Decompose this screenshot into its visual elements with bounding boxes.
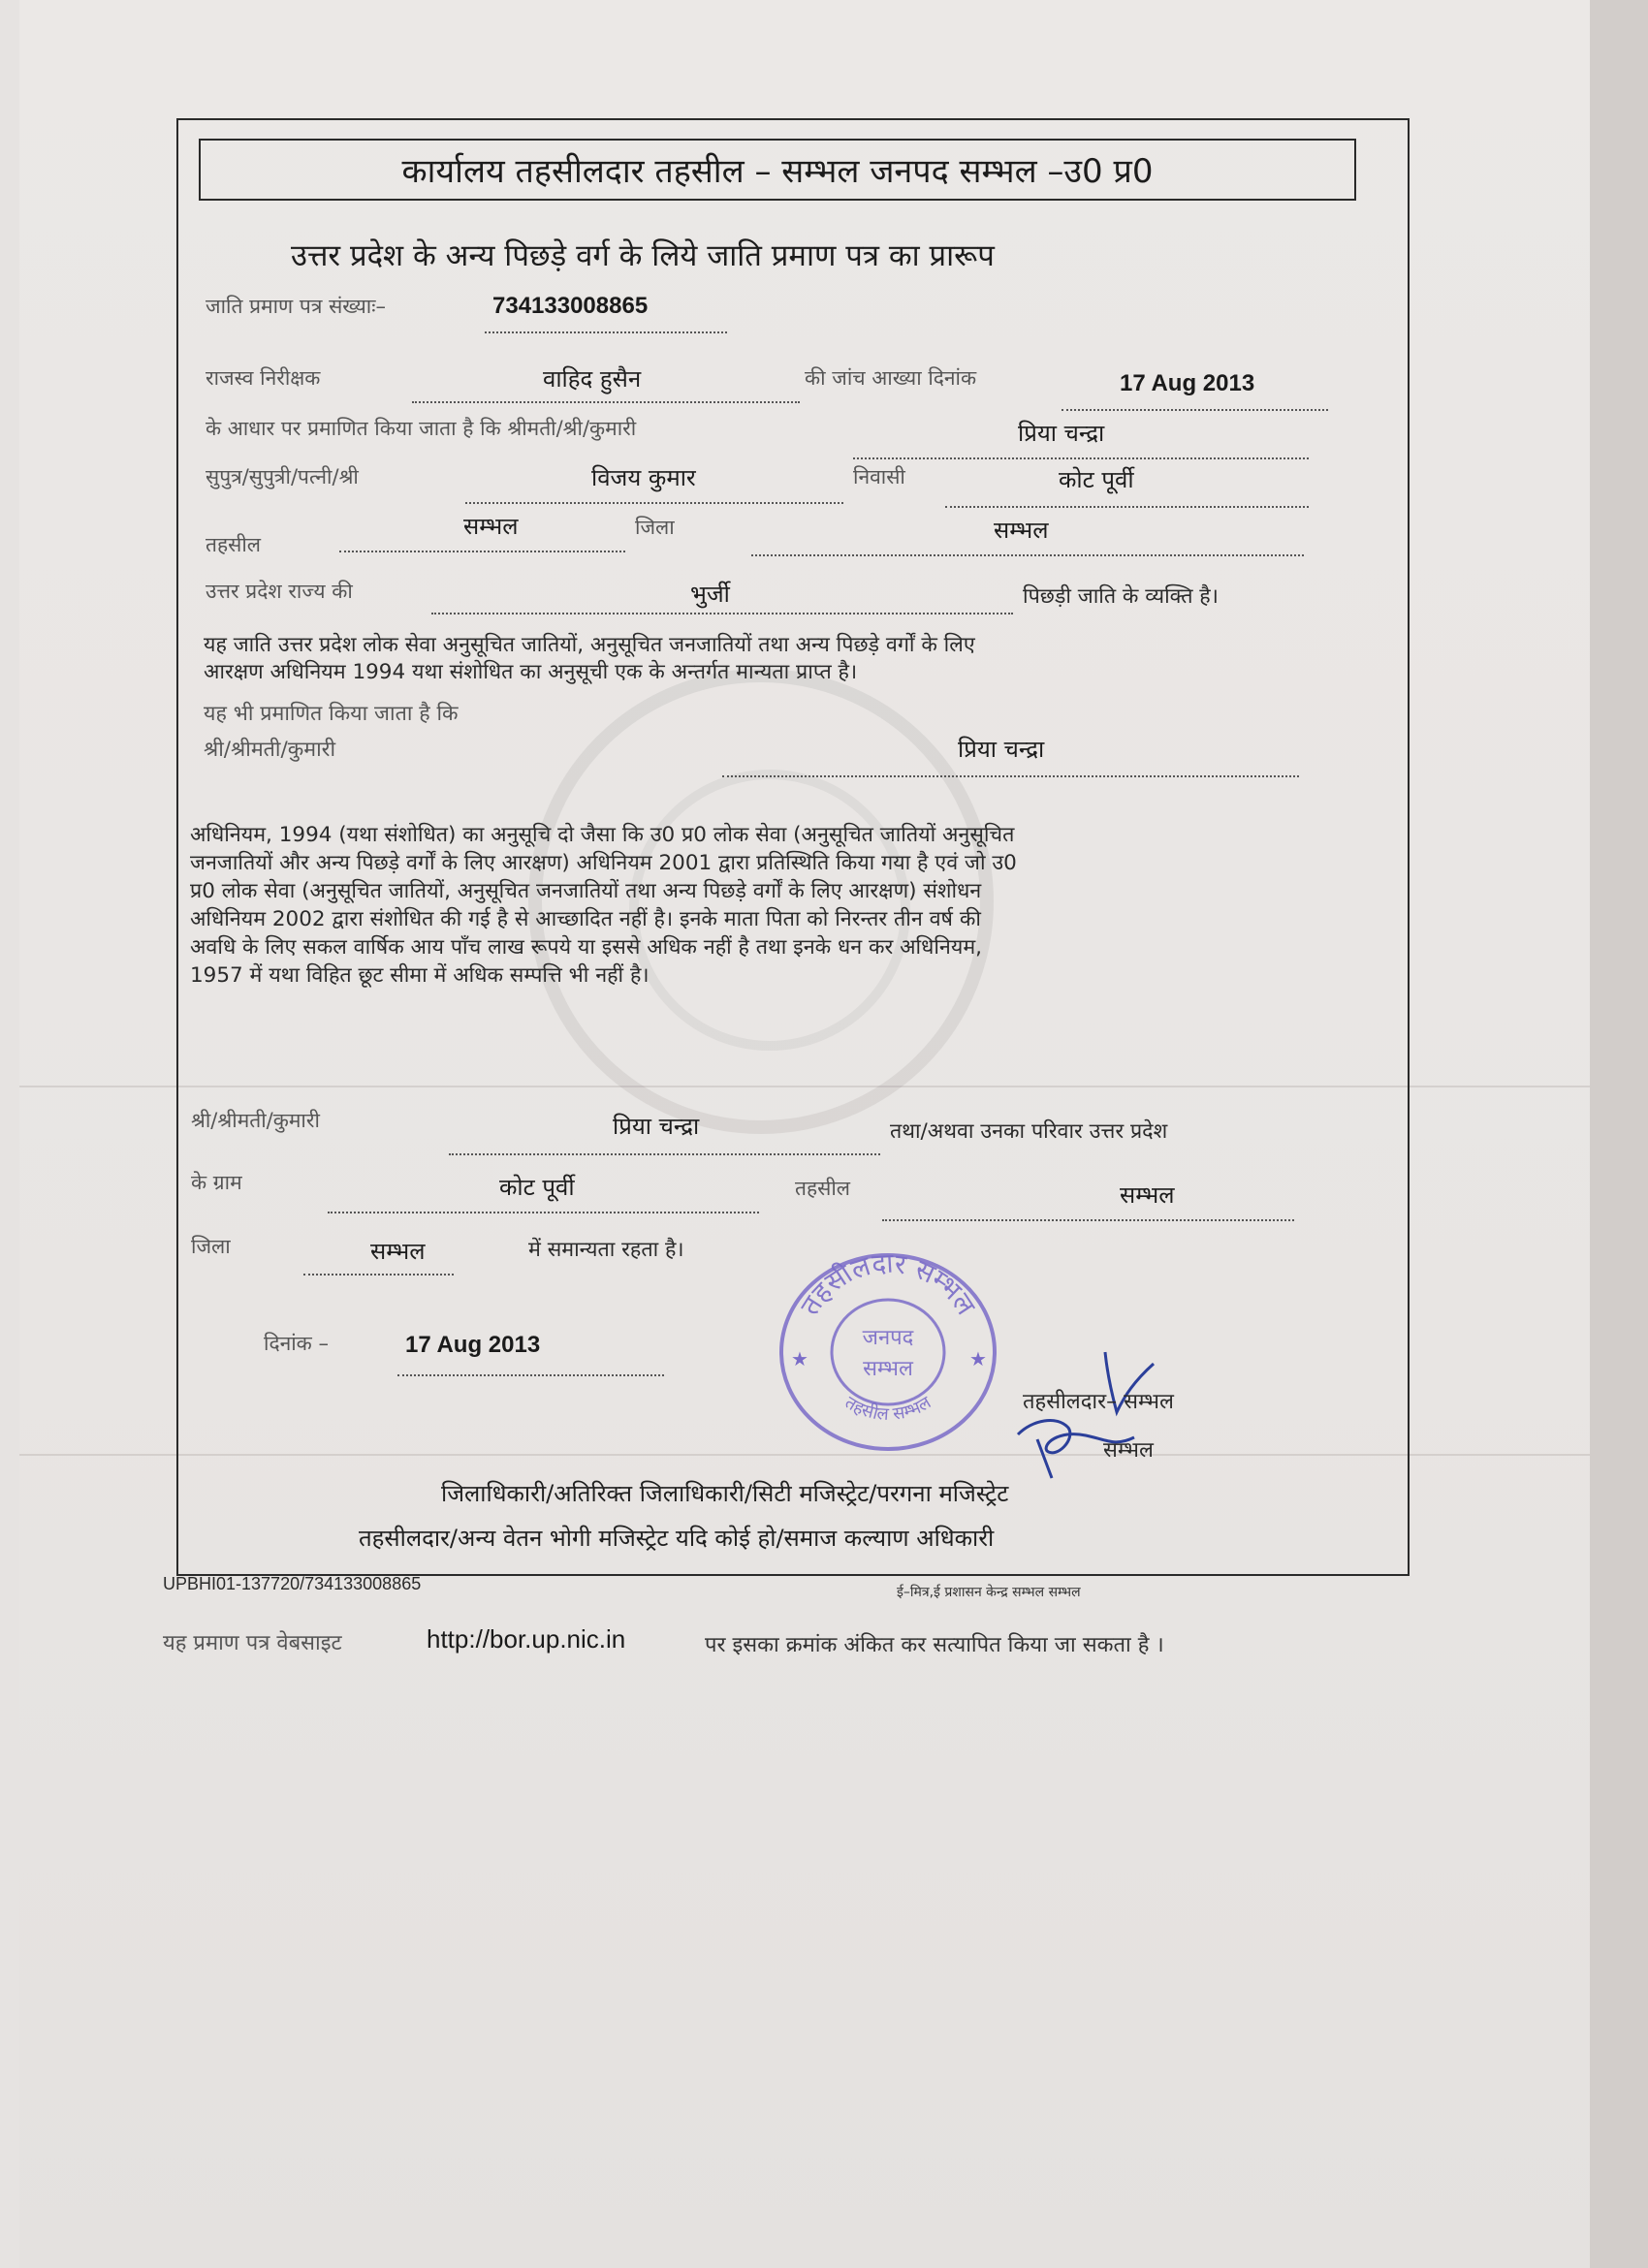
dotted-line	[328, 1212, 759, 1213]
dotted-line	[339, 551, 625, 552]
center-note: ई–मित्र,ई प्रशासन केन्द्र सम्भल सम्भल	[897, 1585, 1081, 1600]
also-certified-name: प्रिया चन्द्रा	[958, 736, 1045, 763]
star-icon: ★	[791, 1347, 808, 1370]
office-title-box	[199, 139, 1356, 201]
dotted-line	[485, 331, 727, 333]
dotted-line	[431, 613, 1013, 614]
residence-district-label: जिला	[191, 1235, 231, 1258]
tehsil-value: सम्भल	[463, 513, 519, 540]
state-label: उत्तर प्रदेश राज्य की	[206, 580, 353, 603]
dotted-line	[449, 1153, 880, 1155]
star-icon: ★	[969, 1347, 987, 1370]
resident-label: निवासी	[853, 465, 905, 488]
dotted-line	[945, 506, 1309, 508]
also-certified-prefix: श्री/श्रीमती/कुमारी	[204, 738, 336, 762]
dotted-line	[465, 502, 843, 504]
paper-edge	[1590, 0, 1648, 2268]
district-value: सम्भल	[994, 517, 1049, 544]
stamp-inner-line: जनपद	[862, 1326, 914, 1350]
certificate-number-label: जाति प्रमाण पत्र संख्याः–	[206, 295, 386, 318]
recognition-line: आरक्षण अधिनियम 1994 यथा संशोधित का अनुसूची एक के अन्तर्गत मान्यता प्राप्त है।	[204, 660, 858, 684]
act-paragraph-line: जनजातियों और अन्य पिछड़े वर्गों के लिए आरक्षण) अधिनियम 2001 द्वारा प्रतिस्थिति किया गया है एवं जो उ0	[190, 851, 1017, 875]
inspector-name: वाहिद हुसैन	[543, 365, 642, 393]
report-date: 17 Aug 2013	[1120, 370, 1255, 396]
stamp-outer-text: तहसीलदार सम्भल	[793, 1246, 983, 1321]
village-label: के ग्राम	[191, 1171, 242, 1194]
act-paragraph-line: अधिनियम 2002 द्वारा संशोधित की गई है से आच्छादित नहीं है। इनके माता पिता को निरन्तर तीन वर्ष की	[190, 907, 981, 931]
resident-place: कोट पूर्वी	[1059, 466, 1134, 493]
father-name: विजय कुमार	[591, 464, 696, 491]
handwritten-signature	[998, 1342, 1192, 1488]
dotted-line	[397, 1374, 664, 1376]
relation-label: सुपुत्र/सुपुत्री/पत्नी/श्री	[206, 465, 359, 488]
signatory-place: सम्भल	[1103, 1438, 1154, 1463]
inspector-label: राजस्व निरीक्षक	[206, 366, 321, 390]
report-date-label: की जांच आख्या दिनांक	[805, 366, 977, 390]
district-label: जिला	[635, 516, 675, 539]
dotted-line	[722, 775, 1299, 777]
dotted-line	[1062, 409, 1328, 411]
stamp-inner-line: सम्भल	[863, 1357, 913, 1381]
certificate-number: 734133008865	[492, 293, 649, 319]
date-label: दिनांक –	[264, 1332, 329, 1355]
basis-text: के आधार पर प्रमाणित किया जाता है कि श्रीमती/श्री/कुमारी	[206, 417, 637, 440]
signatory-designation: तहसीलदार– सम्भल	[1023, 1390, 1174, 1414]
stamp-bottom-text: तहसील सम्भल	[840, 1392, 935, 1426]
family-text: तथा/अथवा उनका परिवार उत्तर प्रदेश	[890, 1119, 1168, 1144]
official-stamp	[766, 1236, 1008, 1459]
dotted-line	[303, 1274, 454, 1276]
act-paragraph-line: प्र0 लोक सेवा (अनुसूचित जातियों, अनुसूचित जनजातियों तथा अन्य पिछड़े वर्गों के लिए आरक्षण) संशोधन	[190, 879, 982, 903]
reference-code: UPBHI01-137720/734133008865	[163, 1574, 422, 1593]
dotted-line	[882, 1219, 1294, 1221]
applicant-name: प्रिया चन्द्रा	[1018, 420, 1105, 447]
form-title: उत्तर प्रदेश के अन्य पिछड़े वर्ग के लिये जाति प्रमाण पत्र का प्रारूप	[291, 238, 995, 273]
authorities-line: जिलाधिकारी/अतिरिक्त जिलाधिकारी/सिटी मजिस्ट्रेट/परगना मजिस्ट्रेट	[441, 1480, 1009, 1507]
tehsil-label: तहसील	[206, 533, 261, 556]
residence-tehsil-label: तहसील	[795, 1177, 850, 1200]
verify-suffix: पर इसका क्रमांक अंकित कर सत्यापित किया जा सकता है ।	[705, 1633, 1164, 1657]
also-certified-line: यह भी प्रमाणित किया जाता है कि	[204, 702, 459, 726]
dotted-line	[853, 457, 1309, 459]
village-value: कोट पूर्वी	[499, 1174, 575, 1201]
office-title: कार्यालय तहसीलदार तहसील – सम्भल जनपद सम्भल –उ0 प्र0	[401, 152, 1154, 191]
residence-prefix: श्री/श्रीमती/कुमारी	[191, 1109, 320, 1132]
residence-tehsil-value: सम्भल	[1120, 1181, 1175, 1209]
resides-text: में समान्यता रहता है।	[528, 1238, 684, 1262]
act-paragraph-line: 1957 में यथा विहित छूट सीमा में अधिक सम्पत्ति भी नहीं है।	[190, 963, 650, 988]
dotted-line	[751, 554, 1304, 556]
caste-suffix: पिछड़ी जाति के व्यक्ति है।	[1023, 584, 1219, 609]
act-paragraph-line: अधिनियम, 1994 (यथा संशोधित) का अनुसूचि दो जैसा कि उ0 प्र0 लोक सेवा (अनुसूचित जातियों अनुसूचित	[190, 823, 1015, 847]
recognition-line: यह जाति उत्तर प्रदेश लोक सेवा अनुसूचित जातियों, अनुसूचित जनजातियों तथा अन्य पिछड़े वर्गों के लिए	[204, 633, 975, 657]
residence-name: प्रिया चन्द्रा	[613, 1113, 700, 1140]
date-value: 17 Aug 2013	[405, 1332, 541, 1358]
caste-value: भुर्जी	[690, 581, 730, 608]
verify-url[interactable]: http://bor.up.nic.in	[427, 1624, 626, 1654]
authorities-line: तहसीलदार/अन्य वेतन भोगी मजिस्ट्रेट यदि कोई हो/समाज कल्याण अधिकारी	[359, 1525, 995, 1552]
residence-district-value: सम्भल	[370, 1238, 426, 1265]
verify-prefix: यह प्रमाण पत्र वेबसाइट	[163, 1631, 342, 1655]
act-paragraph-line: अवधि के लिए सकल वार्षिक आय पाँच लाख रूपये या इससे अधिक नहीं है तथा इनके धन कर अधिनियम,	[190, 935, 983, 960]
dotted-line	[412, 401, 800, 403]
